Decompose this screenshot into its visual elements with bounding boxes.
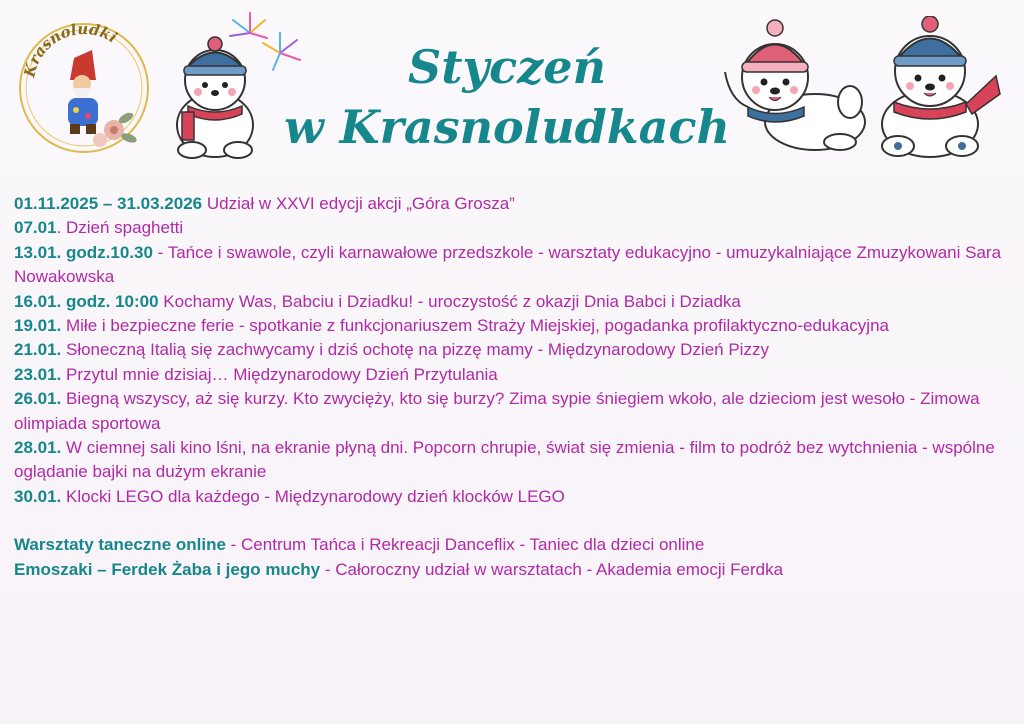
event-text: Miłe i bezpieczne ferie - spotkanie z funkcjonariuszem Straży Miejskiej, pogadanka profilaktyczno-edukacyjna — [61, 316, 889, 336]
event-text: - Tańce i swawole, czyli karnawałowe przedszkole - warsztaty edukacyjno - umuzykalniające Zmuzykowani Sara Nowakowska — [14, 242, 1002, 287]
event-item — [14, 387, 1004, 436]
event-date: 28.01. — [14, 438, 62, 458]
event-date: 23.01. — [14, 364, 62, 384]
event-item — [14, 192, 1004, 216]
extra-text: - Całoroczny udział w warsztatach - Akademia emocji Ferdka — [320, 559, 784, 579]
event-date: 16.01. godz. 10:00 — [14, 291, 159, 311]
polar-bear-waving-icon — [160, 30, 270, 160]
event-date: 21.01. — [14, 340, 62, 360]
event-date: 01.11.2025 – 31.03.2026 — [14, 194, 203, 213]
polar-bear-sitting-icon — [868, 16, 1003, 161]
event-text: Udział w XXVI edycji akcji „Góra Grosza” — [202, 194, 515, 213]
event-item — [14, 216, 1004, 240]
extra-text: - Centrum Tańca i Rekreacji Danceflix - Taniec dla dzieci online — [225, 535, 705, 555]
extra-item — [14, 533, 1004, 557]
event-item — [14, 241, 1004, 290]
event-text: W ciemnej sali kino lśni, na ekranie płyną dni. Popcorn chrupie, świat się zmienia - film to podróż bez wytchnienia - wspólne oglądanie bajki na dużym ekranie — [14, 438, 995, 482]
extra-item — [14, 558, 1004, 582]
event-date: 13.01. godz.10.30 — [14, 242, 153, 262]
event-date: 30.01. — [14, 486, 62, 506]
event-text: Przytul mnie dzisiaj… Międzynarodowy Dzień Przytulania — [61, 364, 498, 384]
event-item — [14, 314, 1004, 338]
page-title-line2: w Krasnoludkach — [284, 100, 730, 154]
extra-name: Warsztaty taneczne online — [14, 535, 226, 555]
header — [0, 0, 1024, 175]
event-item — [14, 363, 1004, 387]
event-date: 19.01. — [14, 316, 62, 336]
spacer — [14, 509, 1004, 533]
event-item — [14, 338, 1004, 362]
event-date: 07.01 — [14, 218, 57, 238]
krasnoludki-logo — [14, 18, 154, 158]
page-title-line1: Styczeń — [407, 40, 607, 94]
event-item — [14, 485, 1004, 509]
event-text: . Dzień spaghetti — [56, 218, 184, 238]
event-date: 26.01. — [14, 389, 62, 409]
event-text: Słoneczną Italią się zachwycamy i dziś ochotę na pizzę mamy - Międzynarodowy Dzień Pizzy — [61, 340, 769, 360]
event-text: Klocki LEGO dla każdego - Międzynarodowy dzień klocków LEGO — [61, 486, 565, 506]
event-item — [14, 290, 1004, 314]
svg-text:Krasnoludki: Krasnoludki — [20, 19, 121, 79]
event-text: Biegną wszyscy, aż się kurzy. Kto zwycięży, kto się burzy? Zima sypie śniegiem wkoło, ale dzieciom jest wesoło - Zimowa olimpiada sportowa — [14, 389, 980, 433]
polar-bear-lying-icon — [720, 12, 870, 157]
event-text: Kochamy Was, Babciu i Dziadku! - uroczystość z okazji Dnia Babci i Dziadka — [158, 291, 741, 311]
extra-name: Emoszaki – Ferdek Żaba i jego muchy — [14, 559, 321, 579]
event-item — [14, 436, 1004, 485]
events-list — [14, 192, 1004, 582]
